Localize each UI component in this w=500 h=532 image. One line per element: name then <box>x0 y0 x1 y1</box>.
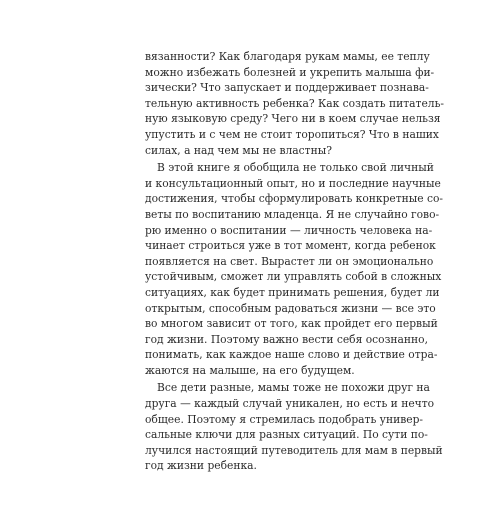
text-line: упустить и с чем не стоит торопиться? Что в наших <box>145 127 439 141</box>
text-line: жаются на малыше, на его будущем. <box>145 363 355 377</box>
text-line: рю именно о воспитании — личность человека на- <box>145 223 433 237</box>
text-line: год жизни. Поэтому важно вести себя осознанно, <box>145 332 428 346</box>
text-line: зически? Что запускает и поддерживает познава- <box>145 81 429 95</box>
text-line: и консультационный опыт, но и последние научные <box>145 176 441 190</box>
text-line: устойчивым, сможет ли управлять собой в сложных <box>145 270 442 284</box>
text-line: общее. Поэтому я стремилась подобрать универ- <box>145 412 424 426</box>
text-line: понимать, как каждое наше слово и действие отра- <box>145 348 438 362</box>
text-line: веты по воспитанию младенца. Я не случайно гово- <box>145 207 440 221</box>
paragraph-2 <box>145 160 444 378</box>
text-line: чинает строиться уже в тот момент, когда ребенок <box>145 239 436 253</box>
text-line: силах, а над чем мы не властны? <box>145 143 332 157</box>
text-line: вязанности? Как благодаря рукам мамы, ее теплу <box>145 50 430 63</box>
paragraph-1 <box>145 49 444 158</box>
text-line: сальные ключи для разных ситуаций. По сути по- <box>145 428 428 442</box>
text-line: Все дети разные, мамы тоже не похожи друг на <box>157 381 430 395</box>
body-text <box>145 49 444 474</box>
text-line: тельную активность ребенка? Как создать питатель- <box>145 96 444 110</box>
text-line: ную языковую среду? Чего ни в коем случае нельзя <box>145 112 441 126</box>
text-line: открытым, способным радоваться жизни — все это <box>145 301 436 315</box>
text-line: ситуациях, как будет принимать решения, будет ли <box>145 285 440 299</box>
paragraph-3 <box>145 380 443 474</box>
text-line: год жизни ребенка. <box>145 459 257 473</box>
text-line: лучился настоящий путеводитель для мам в первый <box>145 443 443 457</box>
text-line: можно избежать болезней и укрепить малыша фи- <box>145 65 435 79</box>
text-line: В этой книге я обобщила не только свой личный <box>157 161 434 175</box>
text-line: достижения, чтобы сформулировать конкретные со- <box>145 192 444 206</box>
text-line: во многом зависит от того, как пройдет его первый <box>145 317 438 331</box>
text-line: друга — каждый случай уникален, но есть и нечто <box>145 397 435 411</box>
text-line: появляется на свет. Вырастет ли он эмоционально <box>145 254 434 268</box>
